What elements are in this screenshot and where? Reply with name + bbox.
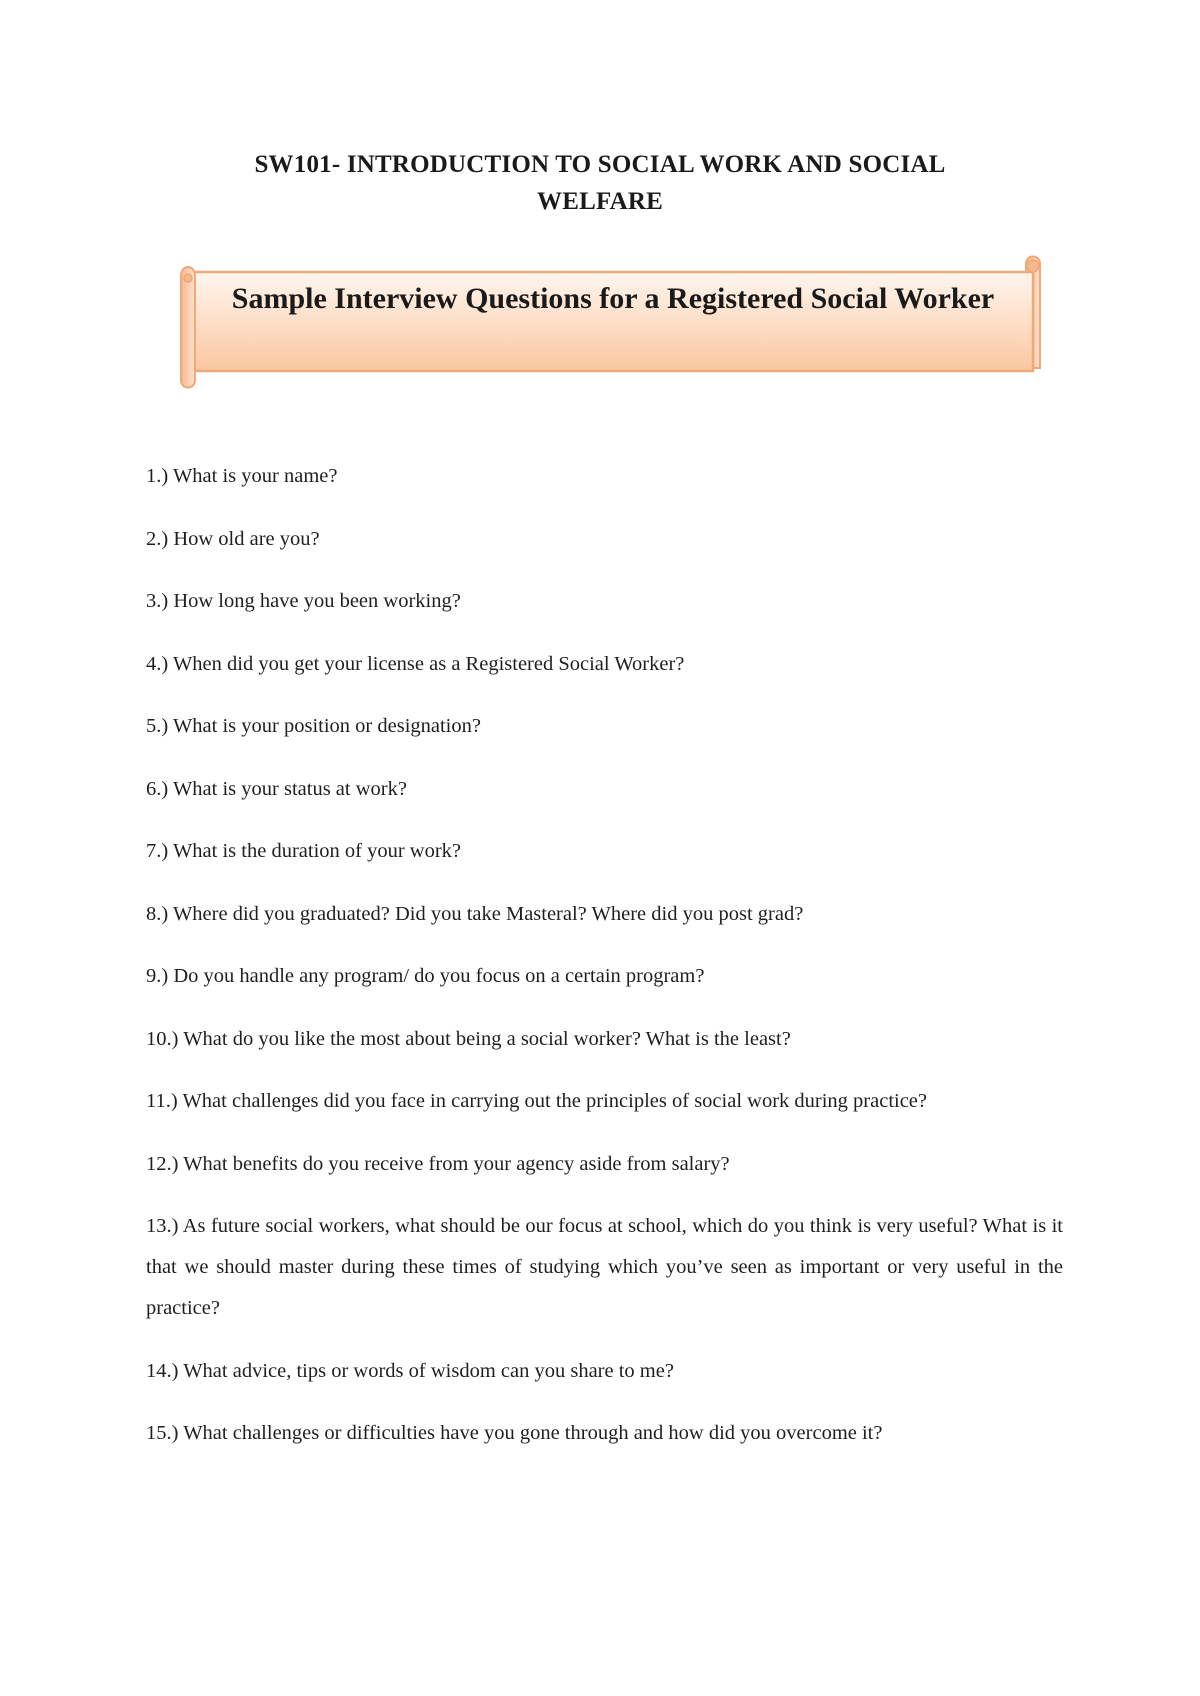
- question-item-7: 7.) What is the duration of your work?: [146, 840, 462, 862]
- question-item-8: 8.) Where did you graduated? Did you take Masteral? Where did you post grad?: [146, 902, 804, 925]
- question-item-2: 2.) How old are you?: [146, 527, 320, 550]
- question-item-14: 14.) What advice, tips or words of wisdom can you share to me?: [146, 1359, 674, 1382]
- question-item-5: 5.) What is your position or designation?: [146, 715, 481, 737]
- question-item-4: 4.) When did you get your license as a Registered Social Worker?: [146, 652, 685, 675]
- question-item-12: 12.) What benefits do you receive from your agency aside from salary?: [146, 1152, 730, 1175]
- question-item-6: 6.) What is your status at work?: [146, 777, 407, 800]
- question-list: [146, 456, 1063, 1476]
- question-item-13: 13.) As future social workers, what should be our focus at school, which do you think is very useful? What is it that we should master during these times of studying which you’ve seen as important or very useful in the practice?: [146, 1215, 1063, 1319]
- question-item-1: 1.) What is your name?: [146, 465, 338, 487]
- scroll-banner: [178, 256, 1046, 370]
- question-item-11: 11.) What challenges did you face in carrying out the principles of social work during practice?: [146, 1090, 928, 1112]
- question-item-9: 9.) Do you handle any program/ do you focus on a certain program?: [146, 965, 705, 987]
- question-item-10: 10.) What do you like the most about being a social worker? What is the least?: [146, 1027, 791, 1050]
- banner-title: Sample Interview Questions for a Registered Social Worker: [231, 282, 995, 315]
- scroll-banner-shape: [178, 256, 1046, 386]
- question-item-3: 3.) How long have you been working?: [146, 590, 461, 612]
- question-item-15: 15.) What challenges or difficulties have you gone through and how did you overcome it?: [146, 1422, 883, 1444]
- course-title: SW101- INTRODUCTION TO SOCIAL WORK AND SOCIAL WELFARE: [254, 151, 946, 215]
